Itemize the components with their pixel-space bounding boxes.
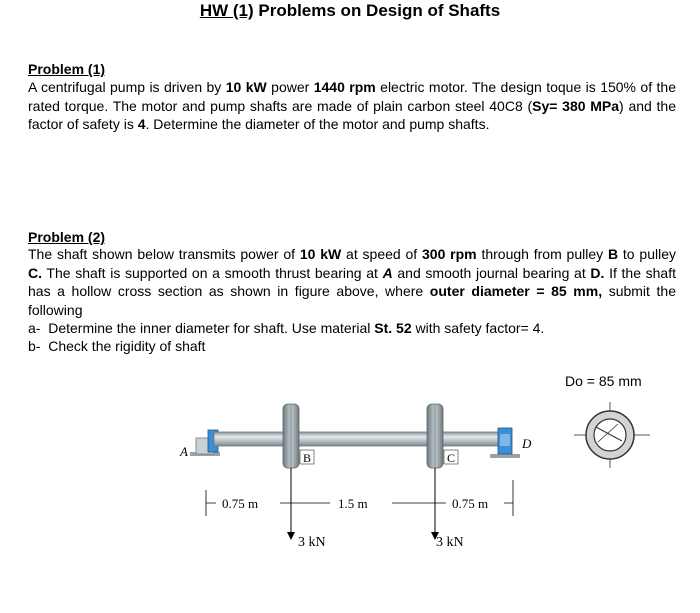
problem1-run: 4 [137,116,146,132]
problem2-run: outer diameter = 85 mm, [429,283,603,299]
title-rest: Problems on Design of Shafts [253,1,501,20]
problem1-run: 1440 rpm [313,79,376,95]
title-prefix: HW (1) [199,1,254,20]
shaft [214,432,504,446]
problem2-run: and smooth journal bearing at [392,264,591,281]
problem1-run: Sy= 380 MPa [532,97,620,114]
problem2-item-b [28,337,205,355]
problem2-run: D. [590,264,605,281]
pulley-b [283,404,314,540]
problem2-text [28,245,676,319]
label-b: B [303,451,312,465]
item-a-run: with safety factor= 4. [411,320,545,336]
problem2-run: If the shaft has a hollow cross section as shown in figure above, where [28,264,676,299]
pulley-c [427,404,458,540]
problem2-run: The shaft shown below transmits power of [28,246,300,262]
problem1-run: electric motor. The design toque is 150% of the rated torque. The motor and pump shafts are made of plain carbon steel 40C8 ( [28,79,676,114]
problem2-run: 10 kW [299,246,342,262]
cross-section [572,400,652,470]
problem2-run: C. [28,264,42,281]
load-c: 3 kN [436,535,464,550]
item-a-run: St. 52 [374,320,412,336]
dimension-line [206,480,513,516]
problem2-run: through from pulley [476,246,608,262]
problem1-run: ) and the factor of safety is [28,97,676,132]
shaft-figure [170,390,550,560]
load-b: 3 kN [298,535,326,550]
item-b-marker: b- [28,338,41,354]
page-title [0,0,700,22]
problem2-item-a [28,319,544,337]
problem2-run: submit the following [28,283,676,318]
label-c: C [447,451,456,465]
item-b-text: Check the rigidity of shaft [48,338,206,354]
problem2-run: 300 rpm [422,246,477,262]
problem1-run: . Determine the diameter of the motor and pump shafts. [145,116,490,132]
item-a-marker: a- [28,320,41,336]
dim-075-right: 0.75 m [452,496,489,511]
problem2-run: A [382,264,393,281]
problem1-heading: Problem (1) [28,61,106,77]
item-a-run: Determine the inner diameter for shaft. Use material [48,320,375,336]
problem2-heading: Problem (2) [28,229,106,245]
problem2-run: to pulley [618,246,676,262]
problem2-run: The shaft is supported on a smooth thrust bearing at [42,264,383,281]
label-a: A [180,444,188,459]
problem1-run: A centrifugal pump is driven by [28,79,226,95]
dim-075-left: 0.75 m [222,496,259,511]
problem2-run: at speed of [341,246,422,262]
dim-15: 1.5 m [338,496,368,511]
problem2-run: B [607,246,619,262]
section-label: Do = 85 mm [565,373,642,389]
problem1-run: power [266,79,314,95]
item-a-text [48,320,544,336]
label-d: D [522,436,532,451]
problem1-text [28,78,676,134]
problem1-run: 10 kW [225,79,267,95]
